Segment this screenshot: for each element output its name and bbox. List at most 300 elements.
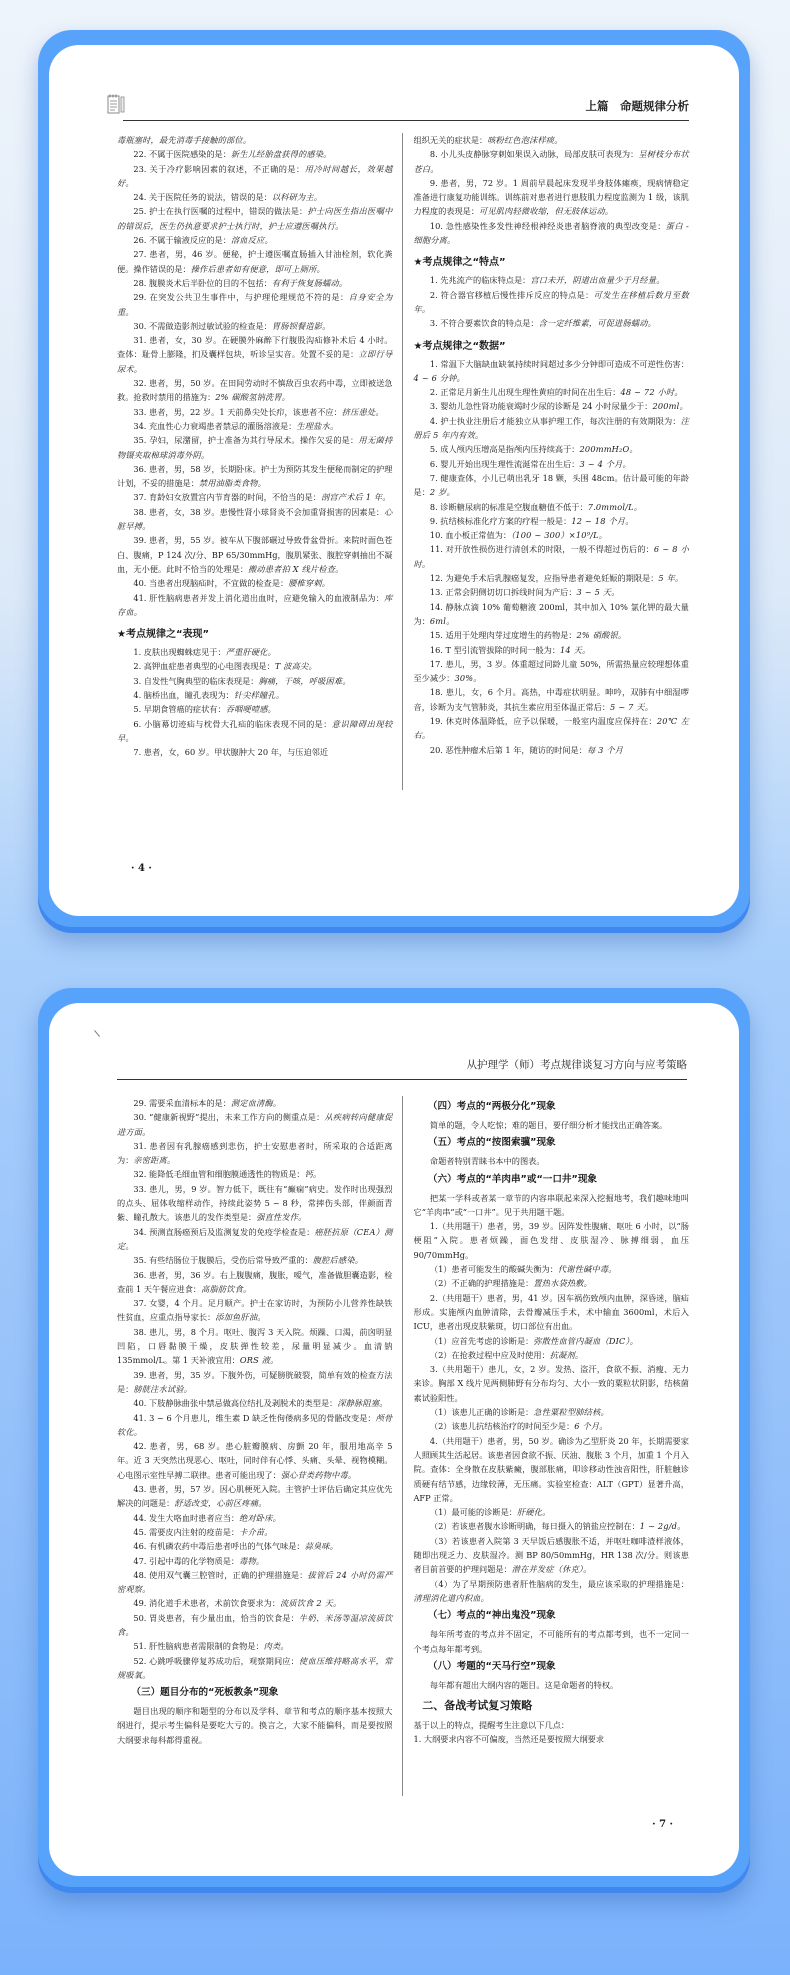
running-head: 从护理学（师）考点规律谈复习方向与应考策略 xyxy=(117,1053,687,1080)
question-text: （2）若该患者腹水诊断明确，每日摄入的钠盐应控制在： xyxy=(429,1521,640,1532)
answer-text: 毒瓶塞时，最先消毒手接触的部位。 xyxy=(117,135,252,145)
question-item xyxy=(117,162,393,191)
question-text: 5. 早期食管癌的症状有： xyxy=(133,704,226,715)
question-text: 14. 静脉点滴 10% 葡萄糖液 200ml，其中加入 10% 氯化钾的最大量为： xyxy=(413,601,689,626)
answer-text: 3 ~ 5 天。 xyxy=(576,587,620,598)
question-text: 46. 有机磷农药中毒后患者呼出的气体气味是： xyxy=(133,1541,305,1552)
question-item xyxy=(117,1096,393,1110)
answer-text: 宫口未开，阴道出血量少于月经量。 xyxy=(530,275,665,286)
question-text: 4. 脑桥出血，瞳孔表现为： xyxy=(133,689,234,700)
question-item xyxy=(414,1505,690,1519)
question-item xyxy=(414,628,690,642)
question-text: （1）最可能的诊断是： xyxy=(429,1507,517,1518)
left-column xyxy=(117,1096,402,1876)
question-text: 40. 下肢静脉曲张中禁忌做高位结扎及剥脱术的类型是： xyxy=(133,1398,338,1409)
answer-text: 胃肠钡餐造影。 xyxy=(271,320,331,331)
question-text: 38. 患儿，男，8 个月。呕吐、腹泻 3 天入院。烦躁、口渴，前囟明显凹陷，口唇黏膜干燥，皮肤弹性较差，尿量明显减少。血清钠 135mmol/L。第 1 天补液宜用： xyxy=(117,1326,393,1366)
section-heading: （四）考点的“两极分化”现象 xyxy=(427,1101,556,1112)
answer-text: 护士向医生指出医嘱中的错误后，医生仍执意要求护士执行时，护士应遵医嘱执行。 xyxy=(117,206,393,231)
answer-text: 肝硬化。 xyxy=(516,1507,551,1518)
question-text: （3）若该患者入院第 3 天早饭后感腹胀不适，并呕吐咖啡渣样液体，随即出现乏力、皮肤湿冷。测 BP 80/50mmHg，HR 138 次/分。则该患者目前首要的护理问题是： xyxy=(413,1535,689,1575)
answer-text: 14 天。 xyxy=(560,644,591,655)
question-text: 5. 成人颅内压增高是指颅内压持续高于： xyxy=(429,444,580,455)
pen-mark xyxy=(94,1030,100,1037)
running-head: 上篇 命题规律分析 xyxy=(123,94,689,121)
question-item xyxy=(414,147,690,176)
question-item xyxy=(117,204,393,233)
question-text: 50. 胃炎患者，有少量出血，恰当的饮食是： xyxy=(133,1612,299,1623)
answer-text: 可发生在移植后数月至数年。 xyxy=(413,289,689,314)
two-column-body xyxy=(117,1096,689,1876)
question-text: 31. 患者，女，30 岁。在硬膜外麻醉下行腹股沟疝修补术后 4 小时。查体：耻骨上膨隆，扪及囊样包块，听诊呈实音。处置不妥的是： xyxy=(117,335,393,360)
page-number: · 4 · xyxy=(131,863,152,874)
question-item xyxy=(414,1219,690,1262)
answer-text: 抗凝剂。 xyxy=(549,1349,584,1360)
question-item xyxy=(117,490,393,504)
question-text: 33. 患儿，男，9 岁。智力低下，既往有“癫痫”病史。发作时出现强烈的点头、屈体收缩样动作，持续此姿势 5 ~ 8 秒，常摔伤头部，伴颜面青紫、瞳孔散大。该患儿的发作类型是： xyxy=(117,1183,393,1223)
question-text: 9. 患者，男，72 岁。1 周前早晨起床发现半身肢体瘫痪，现病情稳定准备进行康复功能训练。训练前对患者进行患肢肌力程度监测为 1 级，该肌力程度的表现是： xyxy=(413,177,689,217)
question-text: 7. 患者，女，60 岁。甲状腺肿大 20 年，与压迫邻近 xyxy=(133,747,329,758)
question-text: 1.（共用题干）患者，男，39 岁。因阵发性腹痛、呕吐 6 小时，以“肠梗阻”入院。患者烦躁，面色发绀、皮肤湿冷、脉搏细弱，血压 90/70mmHg。 xyxy=(413,1221,689,1260)
answer-text: 意识障碍出现较早。 xyxy=(117,718,393,743)
question-item xyxy=(414,288,690,317)
question-text: 32. 能降低毛细血管和细胞膜通透性的物质是： xyxy=(133,1169,305,1180)
answer-text: 置热水袋热敷。 xyxy=(533,1278,593,1289)
question-item xyxy=(414,1348,690,1362)
page-card-7 xyxy=(38,988,750,1893)
question-text: 6. 婴儿开始出现生理性流涎常在出生后： xyxy=(429,458,580,469)
answer-text: T 波高尖。 xyxy=(274,661,317,672)
question-item xyxy=(414,273,690,287)
question-text: （4）为了早期预防患者肝性脑病的发生，最应该采取的护理措施是： xyxy=(429,1578,689,1589)
answer-text: 毒物。 xyxy=(239,1555,265,1566)
answer-text: 从疾病转向健康促进方面。 xyxy=(117,1112,393,1137)
question-item xyxy=(117,233,393,247)
answer-text: 库存血。 xyxy=(117,592,393,617)
book-page-7 xyxy=(49,1003,739,1876)
answer-text: 舒适改变，心前区疼痛。 xyxy=(174,1498,267,1509)
question-item xyxy=(414,643,690,657)
question-item xyxy=(414,571,690,585)
question-item xyxy=(414,600,690,629)
question-text: 51. 肝性脑病患者需限制的食物是： xyxy=(133,1641,264,1652)
question-text: 35. 孕妇，尿潴留，护士准备为其行导尿术。操作欠妥的是： xyxy=(133,435,359,446)
right-column xyxy=(402,1096,690,1796)
answer-text: 咳粉红色泡沫样痰。 xyxy=(487,135,563,145)
answer-text: 48 ~ 72 小时。 xyxy=(620,387,683,398)
question-item xyxy=(414,1434,690,1505)
question-item xyxy=(117,505,393,534)
answer-text: 癌胚抗原（CEA）测定。 xyxy=(117,1226,393,1251)
question-item xyxy=(117,1539,393,1553)
question-text: 6. 小脑幕切迹疝与枕骨大孔疝的临床表现不同的是： xyxy=(133,718,332,729)
answer-text: 用冷时间越长，效果越好。 xyxy=(117,163,393,188)
question-item xyxy=(117,1110,393,1139)
answer-text: 使血压维持略高水平，常规吸氧。 xyxy=(117,1655,393,1680)
answer-text: 200mmH₂O。 xyxy=(579,444,638,455)
question-text: 27. 患者，男，46 岁。便秘，护士遵医嘱直肠插入甘油栓剂，软化粪便。操作错误的是： xyxy=(117,249,393,274)
question-item xyxy=(414,385,690,399)
question-item xyxy=(414,1519,690,1533)
question-text: （2）该患儿抗结核治疗的时间至少是： xyxy=(429,1421,575,1432)
question-text: 22. 不属于医院感染的是： xyxy=(133,149,231,160)
question-text: 37. 育龄妇女放置宫内节育器的时间，不恰当的是： xyxy=(133,492,321,503)
question-item xyxy=(117,1268,393,1297)
answer-text: 溶血反应。 xyxy=(230,235,273,246)
question-text: 33. 患者，男，22 岁。1 天前鼻尖处长疖，该患者不应： xyxy=(133,406,342,417)
question-item xyxy=(414,414,690,443)
question-text: 20. 恶性肿瘤术后第 1 年，随访的时间是： xyxy=(429,744,587,755)
question-text: 10. 急性感染性多发性神经根神经炎患者脑脊液的典型改变是： xyxy=(429,220,666,231)
question-text: 37. 女婴，4 个月。足月顺产。护士在家访时，为预防小儿营养性缺铁性贫血，应重点指导家长： xyxy=(117,1298,393,1323)
question-item xyxy=(117,591,393,620)
question-text: 47. 引起中毒的化学物质是： xyxy=(133,1555,240,1566)
question-item xyxy=(117,717,393,746)
answer-text: 卡介苗。 xyxy=(239,1526,273,1537)
answer-text: 拔管后 24 小时仍需严密观察。 xyxy=(117,1569,393,1595)
question-item xyxy=(117,1253,393,1267)
answer-text: 蛋白 - 细胞分离。 xyxy=(413,220,690,246)
question-text: 11. 对开放性损伤进行清创术的时限，一般不得超过伤后的： xyxy=(429,544,654,555)
question-item xyxy=(414,357,690,386)
question-item xyxy=(117,1525,393,1539)
question-item xyxy=(414,442,690,456)
question-text: 8. 小儿头皮静脉穿刺如果误入动脉，局部皮肤可表现为： xyxy=(429,149,639,160)
answer-text: 200ml。 xyxy=(652,401,688,412)
part-intro: 基于以上的特点，提醒考生注意以下几点： xyxy=(413,1720,570,1731)
answer-text: 颅骨软化。 xyxy=(117,1412,393,1437)
question-text: 49. 消化道手术患者，术前饮食要求为： xyxy=(133,1598,281,1609)
question-item xyxy=(414,585,690,599)
answer-text: 针尖样瞳孔。 xyxy=(233,689,285,700)
answer-text: 2% 硝酸银。 xyxy=(576,630,627,641)
question-text: 1. 常温下大脑缺血缺氧持续时间超过多少分钟即可造成不可逆性伤害： xyxy=(429,358,689,369)
question-text: 40. 当患者出现脑疝时，不宜做的检查是： xyxy=(133,578,289,589)
section-heading: （五）考点的“按图索骥”现象 xyxy=(427,1137,556,1149)
answer-text: 蒜臭味。 xyxy=(304,1541,339,1552)
answer-text: 7.0mmol/L。 xyxy=(587,501,643,512)
question-item xyxy=(414,1291,690,1334)
answer-text: 2% 碳酸氢钠洗胃。 xyxy=(215,392,291,403)
question-text: 12. 为避免手术后乳腺癌复发，应指导患者避免妊娠的期限是： xyxy=(429,573,659,584)
answer-text: 有利于恢复肠蠕动。 xyxy=(271,277,348,288)
question-item xyxy=(414,399,690,413)
question-item xyxy=(117,433,393,462)
answer-text: 6 ~ 8 小时。 xyxy=(413,544,689,569)
question-item xyxy=(117,1139,393,1168)
question-item xyxy=(117,745,393,759)
question-item xyxy=(414,1534,690,1577)
question-item xyxy=(414,657,690,686)
section-heading: （八）考题的“天马行空”现象 xyxy=(427,1660,556,1672)
question-item xyxy=(117,276,393,290)
question-text: 3. 婴幼儿急性肾功能衰竭时少尿的诊断是 24 小时尿量少于： xyxy=(429,401,653,412)
question-item xyxy=(117,1511,393,1525)
section-text: 简单的题，令人吃惊；难的题目，要仔细分析才能找出正确答案。 xyxy=(429,1120,668,1130)
question-item xyxy=(117,133,393,147)
answer-text: 1 ~ 2g/d。 xyxy=(639,1521,686,1532)
question-item xyxy=(414,685,690,714)
answer-text: 潜在并发症（休克）。 xyxy=(511,1564,592,1575)
question-text: 组织无关的症状是： xyxy=(413,135,488,145)
question-item xyxy=(117,645,393,659)
page-number: · 7 · xyxy=(652,1819,673,1830)
answer-text: 亲密距离。 xyxy=(133,1155,176,1166)
question-text: 1. 皮肤出现蜘蛛痣见于： xyxy=(133,647,226,658)
question-item xyxy=(117,1396,393,1410)
question-item xyxy=(117,1368,393,1397)
question-text: （2）不正确的护理措施是： xyxy=(429,1278,534,1289)
question-item xyxy=(414,1262,690,1276)
question-item xyxy=(414,500,690,514)
section-text: 每年所考查的考点并不固定，不可能所有的考点都考到，也不一定同一个考点每年都考到。 xyxy=(413,1629,689,1654)
question-text: 25. 护士在执行医嘱的过程中，错误的做法是： xyxy=(133,206,308,217)
question-text: 38. 患者，女，38 岁。患慢性肾小球肾炎不会加重肾损害的因素是： xyxy=(133,506,385,517)
answer-text: 5 年。 xyxy=(658,573,684,584)
question-item xyxy=(414,743,690,757)
question-item xyxy=(117,533,393,576)
answer-text: 流质饮食 2 天。 xyxy=(280,1598,342,1609)
question-text: 42. 患者，男，68 岁。患心脏瓣膜病、房颤 20 年，服用地高辛 5 年。近 3 天突然出现恶心、呕吐，同时伴有心悸、头痛、头晕、视物模糊。心电图示室性早搏二联律。患者可能出现了： xyxy=(117,1441,393,1480)
question-item xyxy=(414,316,690,330)
question-text: 32. 患者，男，50 岁。在田间劳动时不慎敌百虫农药中毒，立即被送急救。抢救时禁用的措施为： xyxy=(117,378,393,403)
answer-text: 膀胱注水试验。 xyxy=(133,1383,193,1394)
question-item xyxy=(414,1362,690,1405)
question-text: 4.（共用题干）患者，男，50 岁。确诊为乙型肝炎 20 年，长期需要家人照顾其生活起居。该患者因食欲不振、厌油、腹胀 3 个月，加重 1 个月入院。查体：全身散在皮肤紫癜，腹部胀痛，叩诊移动性浊音阳性，肝脏触诊质硬有结节感，边缘较薄，无压痛。实验室检查：ALT（GPT）显著升高，AFP 正常。 xyxy=(413,1435,689,1503)
question-text: 29. 在突发公共卫生事件中，与护理伦理规范不符的是： xyxy=(133,292,349,303)
question-text: 39. 患者，男，55 岁。被车从下腹部碾过导致骨盆骨折。来院时面色苍白、腹痛，P 124 次/分、BP 65/30mmHg，腹肌紧张、腹腔穿刺抽出不凝血，无小便。此时不恰当的处理是： xyxy=(117,535,393,574)
book-page-4 xyxy=(49,45,739,916)
question-text: 30. 不需做造影剂过敏试验的检查是： xyxy=(133,320,272,331)
answer-text: 4 ~ 6 分钟。 xyxy=(413,372,465,383)
question-item xyxy=(117,659,393,673)
question-text: 3. 自发性气胸典型的临床表现是： xyxy=(133,675,259,686)
question-text: 29. 需要采血清标本的是： xyxy=(133,1098,231,1108)
question-item xyxy=(117,1611,393,1640)
star-heading: ★考点规律之“表现” xyxy=(117,629,210,641)
question-text: 1. 先兆流产的临床特点是： xyxy=(429,275,531,286)
question-item xyxy=(117,576,393,590)
answer-text: 强直性发作。 xyxy=(256,1212,307,1223)
page-card-4 xyxy=(38,30,750,933)
question-item xyxy=(117,1325,393,1368)
answer-text: 钙。 xyxy=(304,1169,322,1180)
answer-text: 每 3 个月 xyxy=(586,744,624,755)
question-item xyxy=(117,1554,393,1568)
answer-text: 生理盐水。 xyxy=(296,420,339,431)
answer-text: 操作后患者如有便意，即可上厕所。 xyxy=(190,263,325,274)
question-item xyxy=(117,190,393,204)
question-item xyxy=(117,247,393,276)
answer-text: 清理消化道内积血。 xyxy=(413,1592,489,1603)
answer-text: ORS 液。 xyxy=(239,1355,279,1366)
question-item xyxy=(117,688,393,702)
question-item xyxy=(414,176,690,219)
question-item xyxy=(117,1182,393,1225)
question-text: 28. 腹膜炎术后半卧位的目的不包括： xyxy=(133,277,272,288)
answer-text: 腹腔后感染。 xyxy=(312,1255,364,1266)
answer-text: 添加鱼肝油。 xyxy=(215,1312,266,1323)
answer-text: 30%。 xyxy=(454,673,482,684)
answer-text: 高脂肪饮食。 xyxy=(201,1283,252,1294)
answer-text: 新生儿经胎盘获得的感染。 xyxy=(230,149,332,160)
question-item xyxy=(414,542,690,571)
question-text: 34. 充血性心力衰竭患者禁忌的灌肠溶液是： xyxy=(133,420,297,431)
answer-text: 呈树枝分布状苍白。 xyxy=(413,149,689,174)
answer-text: 剖宫产术后 1 年。 xyxy=(320,492,391,503)
answer-text: 绝对卧床。 xyxy=(239,1512,282,1523)
section-text: 把某一学科或者某一章节的内容串联起来深入挖掘地考，我们趣味地叫它“羊肉串”或“一口井”。见于共用题干题。 xyxy=(413,1192,689,1217)
question-item xyxy=(117,290,393,319)
question-item xyxy=(117,419,393,433)
answer-text: 禁用油脂类食物。 xyxy=(198,478,266,489)
answer-text: （100 ~ 300）×10⁹/L。 xyxy=(511,530,608,541)
question-item xyxy=(117,1296,393,1325)
question-item xyxy=(117,702,393,716)
section-text: 题目出现的顺序和题型的分布以及学科、章节和考点的顺序基本按照大纲进行，提示考生偏科是要吃大亏的。换言之，大家不能偏科，而是要按照大纲要求每科都得重视。 xyxy=(117,1706,393,1745)
question-item xyxy=(117,1639,393,1653)
question-text: 39. 患者，男，35 岁。下腹外伤，可疑膀胱破裂，简单有效的检查方法是： xyxy=(117,1369,393,1394)
question-text: 2. 符合器官移植后慢性排斥反应的特点是： xyxy=(429,289,594,300)
answer-text: 严重肝硬化。 xyxy=(225,647,277,658)
question-item xyxy=(414,714,690,743)
answer-text: 胸痛，干咳，呼吸困难。 xyxy=(258,675,351,686)
question-text: （1）患者可能发生的酸碱失衡为： xyxy=(429,1264,558,1275)
answer-text: 自身安全为重。 xyxy=(117,292,393,317)
question-item xyxy=(414,528,690,542)
question-item xyxy=(117,1411,393,1440)
question-text: （2）在抢救过程中应及时使用： xyxy=(429,1349,550,1360)
right-column xyxy=(402,133,690,790)
left-column xyxy=(117,133,402,790)
answer-text: 心脏早搏。 xyxy=(117,506,393,532)
section-heading: （三）题目分布的“死板教条”现象 xyxy=(131,1687,279,1699)
question-item xyxy=(117,319,393,333)
question-text: 16. T 型引流管拔除的时间一般为： xyxy=(429,644,561,655)
question-text: 44. 发生大咯血时患者应当： xyxy=(133,1512,240,1523)
part-heading: 二、备战考试复习策略 xyxy=(422,1699,533,1713)
answer-text: 吞咽哽噎感。 xyxy=(225,704,277,715)
question-item xyxy=(117,1596,393,1610)
star-heading: ★考点规律之“数据” xyxy=(413,340,506,352)
question-item xyxy=(414,471,690,500)
question-text: 30. “健康新视野”提出，未来工作方向的侧重点是： xyxy=(133,1112,325,1123)
question-text: （1）应首先考虑的诊断是： xyxy=(429,1335,534,1346)
question-text: 23. 关于冷疗影响因素的叙述，不正确的是： xyxy=(133,163,305,174)
question-text: 7. 健康查体，小儿已萌出乳牙 18 颗，头围 48cm。估计最可能的年龄是： xyxy=(413,472,689,498)
answer-text: 6 个月。 xyxy=(574,1421,608,1432)
question-text: 26. 不属于输液反应的是： xyxy=(133,235,231,246)
question-text: 45. 需要皮内注射的疫苗是： xyxy=(133,1526,240,1537)
question-text: 52. 心跳呼吸骤停复苏成功后，观察期间应： xyxy=(133,1655,299,1666)
question-text: 3.（共用题干）患儿，女，2 岁。发热、盗汗，食欲不振、消瘦、无力来诊。胸部 X 线片见两侧肺野有分布均匀、大小一致的粟粒状阴影，结核菌素试验阳性。 xyxy=(413,1364,689,1403)
answer-text: 用无菌持物镊夹取棉球消毒外阴。 xyxy=(117,435,393,460)
question-text: 35. 有些结肠位于腹膜后，受伤后常导致严重的： xyxy=(133,1255,313,1266)
answer-text: 可见肌肉轻微收缩，但无肢体运动。 xyxy=(479,206,614,217)
question-item xyxy=(414,457,690,471)
answer-text: 6ml。 xyxy=(429,615,455,626)
question-text: 36. 患者，男，58 岁，长期卧床。护士为预防其发生便秘而制定的护理计划，不妥的措施是： xyxy=(117,463,393,489)
answer-text: 挤压患处。 xyxy=(341,406,384,417)
question-item xyxy=(117,376,393,405)
answer-text: 肉类。 xyxy=(263,1641,289,1652)
answer-text: 搬动患者拍 X 线片检查。 xyxy=(248,563,344,574)
question-text: 31. 患者因有乳腺癌感到悲伤，护士安慰患者时，所采取的合适距离为： xyxy=(117,1140,393,1166)
answer-text: 3 ~ 4 个月。 xyxy=(579,458,631,469)
question-item xyxy=(414,1334,690,1348)
answer-text: 12 ~ 18 个月。 xyxy=(571,515,634,526)
question-text: 19. 休克时体温降低，应予以保暖，一般室内温度应保持在： xyxy=(429,715,657,726)
question-text: 8. 诊断糖尿病的标准是空腹血糖值不低于： xyxy=(429,501,588,512)
question-text: 2. 正常足月新生儿出现生理性黄疸的时间在出生后： xyxy=(429,387,621,398)
answer-text: 弥散性血管内凝血（DIC）。 xyxy=(533,1335,639,1346)
answer-text: 深静脉阻塞。 xyxy=(337,1398,388,1409)
answer-text: 20℃ 左右。 xyxy=(413,715,689,741)
question-text: 15. 适用于处理肉芽过度增生的药物是： xyxy=(429,630,577,641)
question-item xyxy=(117,405,393,419)
question-text: （1）该患儿正确的诊断是： xyxy=(429,1407,534,1418)
question-text: 9. 抗结核标准化疗方案的疗程一般是： xyxy=(429,515,572,526)
question-item xyxy=(117,147,393,161)
answer-text: 代谢性碱中毒。 xyxy=(557,1264,617,1275)
answer-text: 2 岁。 xyxy=(429,487,455,498)
question-item xyxy=(414,133,690,147)
answer-text: 5 ~ 7 天。 xyxy=(610,701,654,712)
question-item xyxy=(414,514,690,528)
question-item xyxy=(117,1439,393,1482)
part-item: 1. 大纲要求内容不可偏废，当然还是要按照大纲要求 xyxy=(413,1734,605,1745)
answer-text: 急性粟粒型肺结核。 xyxy=(533,1407,609,1418)
section-text: 每年都有超出大纲内容的题目。这是命题者的特权。 xyxy=(429,1679,619,1690)
answer-text: 以科研为主。 xyxy=(271,192,323,203)
question-item xyxy=(414,219,690,248)
question-text: 4. 护士执业注册后才能独立从事护理工作，每次注册的有效期限为： xyxy=(429,415,681,426)
answer-text: 强心苷类药物中毒。 xyxy=(280,1469,357,1480)
question-text: 2.（共用题干）患者，男，41 岁。因车祸伤致颅内血肿，深昏迷，脑疝形成。实施颅内血肿清除，去骨瓣减压手术，术中输血 3600ml，术后入 ICU，患者出现皮肤紫斑，切口部位有出血。 xyxy=(413,1292,689,1332)
section-text: 命题者特别青睐书本中的图表。 xyxy=(429,1156,545,1167)
question-text: 2. 高钾血症患者典型的心电图表现是： xyxy=(133,661,275,672)
question-item xyxy=(117,333,393,376)
question-item xyxy=(117,462,393,491)
section-heading: （六）考点的“羊肉串”或“一口井”现象 xyxy=(427,1173,598,1185)
question-item xyxy=(414,1276,690,1290)
question-text: 24. 关于医院任务的说法，错误的是： xyxy=(133,192,272,203)
question-item xyxy=(117,1482,393,1511)
question-text: 3. 不符合要素饮食的特点是： xyxy=(429,318,539,329)
answer-text: 腰椎穿刺。 xyxy=(288,578,331,589)
question-text: 41. 3 ~ 6 个月患儿，维生素 D 缺乏性佝偻病多见的骨骼改变是： xyxy=(133,1412,376,1423)
question-item xyxy=(117,1167,393,1181)
question-item xyxy=(414,1577,690,1606)
question-item xyxy=(117,674,393,688)
question-text: 48. 使用双气囊三腔管时，正确的护理措施是： xyxy=(133,1569,308,1580)
answer-text: 含一定纤维素，可促进肠蠕动。 xyxy=(538,318,656,329)
question-text: 34. 预测直肠癌预后及监测复发的免疫学检查是： xyxy=(133,1226,315,1237)
answer-text: 注册后 5 年内有效。 xyxy=(413,415,689,441)
two-column-body xyxy=(117,133,689,907)
question-item xyxy=(414,1419,690,1433)
answer-text: 立即行导尿术。 xyxy=(117,349,393,374)
question-item xyxy=(117,1654,393,1683)
question-text: 36. 患者，男，36 岁。右上腹腹痛，腹胀，嗳气，准备做胆囊造影，检查前 1 天午餐应进食： xyxy=(117,1269,393,1294)
question-text: 17. 患儿，男，3 岁。体重超过同龄儿童 50%，所需热量应较理想体重至少减少： xyxy=(413,658,689,684)
section-heading: （七）考点的“神出鬼没”现象 xyxy=(427,1610,556,1622)
question-text: 10. 血小板正常值为： xyxy=(429,530,512,541)
question-text: 18. 患儿，女，6 个月。高热，中毒症状明显。呻吟，双肺有中细湿啰音，诊断为支气管肺炎，其抗生素应用至体温正常后： xyxy=(413,687,689,712)
question-item xyxy=(414,1405,690,1419)
answer-text: 测定血清酶。 xyxy=(230,1098,282,1108)
question-item xyxy=(117,1568,393,1597)
